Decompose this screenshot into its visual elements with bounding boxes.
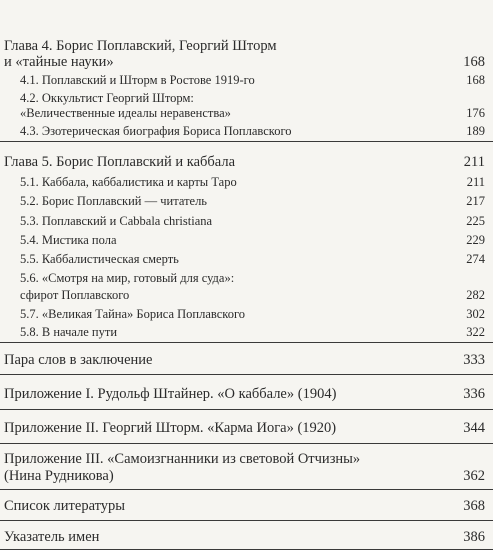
entry-page: 336 bbox=[463, 386, 485, 402]
section-title: 5.4. Мистика пола bbox=[20, 233, 117, 247]
section-5-4 bbox=[0, 230, 493, 250]
section-page: 274 bbox=[466, 252, 485, 266]
section-title: 5.3. Поплавский и Cabbala christiana bbox=[20, 214, 213, 228]
section-5-1 bbox=[0, 172, 493, 192]
entry-title: Приложение I. Рудольф Штайнер. «О каббале» (1904) bbox=[4, 386, 337, 402]
chapter-5-page: 211 bbox=[463, 154, 485, 170]
entry-name-index bbox=[0, 527, 493, 547]
entry-appendix-3-cont bbox=[0, 466, 493, 486]
section-5-2 bbox=[0, 191, 493, 211]
chapter-4-page: 168 bbox=[463, 54, 485, 70]
divider bbox=[0, 374, 493, 375]
section-title: 5.6. «Смотря на мир, готовый для суда»: bbox=[20, 271, 235, 285]
divider bbox=[0, 489, 493, 490]
chapter-4-title-line2: и «тайные науки» bbox=[4, 54, 114, 70]
entry-bibliography bbox=[0, 496, 493, 516]
entry-title: Приложение III. «Самоизгнанники из световой Отчизны» bbox=[4, 451, 361, 467]
section-page: 302 bbox=[466, 307, 485, 321]
entry-conclusion bbox=[0, 350, 493, 370]
entry-title: Список литературы bbox=[4, 498, 126, 514]
section-page: 282 bbox=[466, 288, 485, 302]
section-5-3 bbox=[0, 211, 493, 231]
entry-title: Пара слов в заключение bbox=[4, 352, 153, 368]
section-title: 4.1. Поплавский и Шторм в Ростове 1919-го bbox=[20, 73, 255, 87]
divider bbox=[0, 141, 493, 142]
divider bbox=[0, 520, 493, 521]
chapter-4-title-line1: Глава 4. Борис Поплавский, Георгий Шторм bbox=[4, 38, 277, 54]
section-title: 5.8. В начале пути bbox=[20, 325, 118, 339]
entry-appendix-1 bbox=[0, 384, 493, 404]
chapter-4-heading-cont bbox=[0, 52, 493, 72]
section-4-2-cont bbox=[0, 103, 493, 123]
section-5-6-cont bbox=[0, 285, 493, 305]
section-5-8 bbox=[0, 322, 493, 342]
section-page: 189 bbox=[466, 124, 485, 138]
section-page: 225 bbox=[466, 214, 485, 228]
entry-appendix-2 bbox=[0, 418, 493, 438]
section-page: 168 bbox=[466, 73, 485, 87]
section-title: 4.3. Эзотерическая биография Бориса Поплавского bbox=[20, 124, 292, 138]
divider bbox=[0, 443, 493, 444]
entry-page: 362 bbox=[463, 468, 485, 484]
chapter-5-title: Глава 5. Борис Поплавский и каббала bbox=[4, 154, 236, 170]
section-4-1 bbox=[0, 70, 493, 90]
entry-page: 368 bbox=[463, 498, 485, 514]
section-title: 4.2. Оккультист Георгий Шторм: bbox=[20, 91, 194, 105]
section-page: 322 bbox=[466, 325, 485, 339]
entry-title-cont: (Нина Рудникова) bbox=[4, 468, 114, 484]
chapter-5-heading bbox=[0, 152, 493, 172]
section-page: 211 bbox=[466, 175, 485, 189]
section-5-5 bbox=[0, 249, 493, 269]
entry-title: Приложение II. Георгий Шторм. «Карма Иога» (1920) bbox=[4, 420, 337, 436]
entry-page: 386 bbox=[463, 529, 485, 545]
section-title-cont: «Величественные идеалы неравенства» bbox=[20, 106, 231, 120]
section-title: 5.5. Каббалистическая смерть bbox=[20, 252, 179, 266]
entry-page: 333 bbox=[463, 352, 485, 368]
divider bbox=[0, 409, 493, 410]
entry-page: 344 bbox=[463, 420, 485, 436]
section-title-cont: сфирот Поплавского bbox=[20, 288, 130, 302]
section-title: 5.2. Борис Поплавский — читатель bbox=[20, 194, 208, 208]
section-4-3 bbox=[0, 121, 493, 141]
divider bbox=[0, 342, 493, 343]
entry-title: Указатель имен bbox=[4, 529, 100, 545]
section-page: 217 bbox=[466, 194, 485, 208]
section-5-7 bbox=[0, 304, 493, 324]
section-page: 229 bbox=[466, 233, 485, 247]
section-title: 5.7. «Великая Тайна» Бориса Поплавского bbox=[20, 307, 246, 321]
section-title: 5.1. Каббала, каббалистика и карты Таро bbox=[20, 175, 237, 189]
section-page: 176 bbox=[466, 106, 485, 120]
